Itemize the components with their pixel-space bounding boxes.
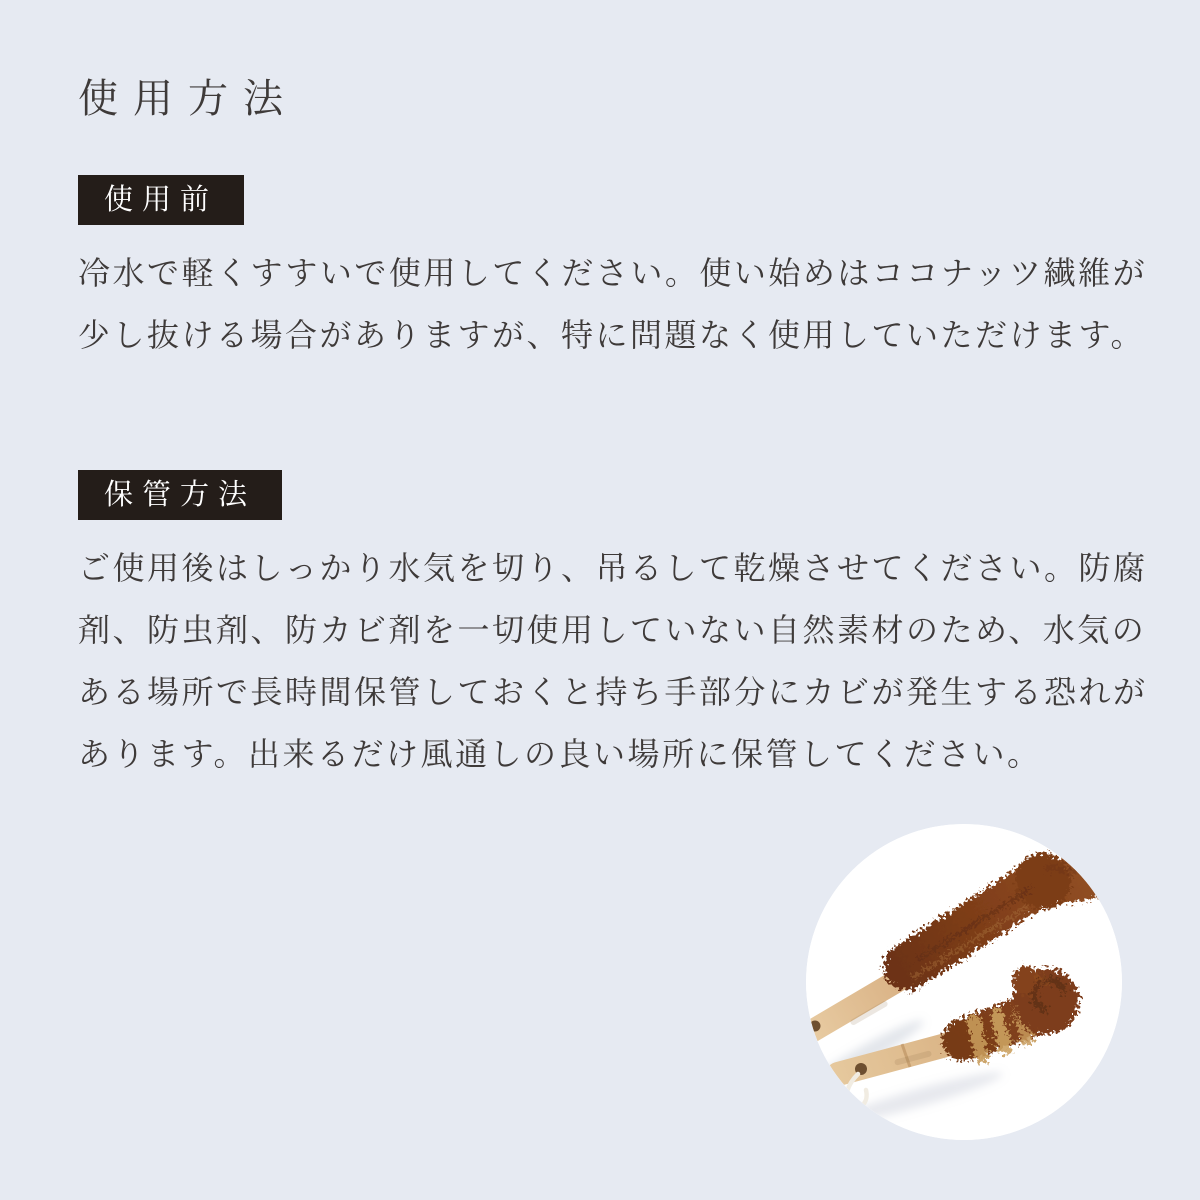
storage-method-badge: 保管方法	[78, 470, 282, 520]
coconut-brushes-photo	[806, 824, 1122, 1140]
text-line: ある場所で長時間保管しておくと持ち手部分にカビが発生する恐れが	[78, 674, 1148, 710]
text-line: 冷水で軽くすすいで使用してください。使い始めはココナッツ繊維が	[78, 255, 1148, 291]
storage-method-text	[78, 537, 1148, 785]
text-line: 剤、防虫剤、防カビ剤を一切使用していない自然素材のため、水気の	[78, 612, 1147, 648]
before-use-badge: 使用前	[78, 175, 244, 225]
text-line: ご使用後はしっかり水気を切り、吊るして乾燥させてください。防腐	[78, 550, 1148, 586]
coconut-brushes-illustration	[806, 824, 1122, 1140]
text-line: あります。出来るだけ風通しの良い場所に保管してください。	[78, 736, 1042, 772]
page-title: 使用方法	[78, 77, 298, 121]
hang-hole	[810, 1021, 821, 1032]
before-use-text	[78, 242, 1147, 366]
text-line: 少し抜ける場合がありますが、特に問題なく使用していただけます。	[78, 317, 1145, 353]
